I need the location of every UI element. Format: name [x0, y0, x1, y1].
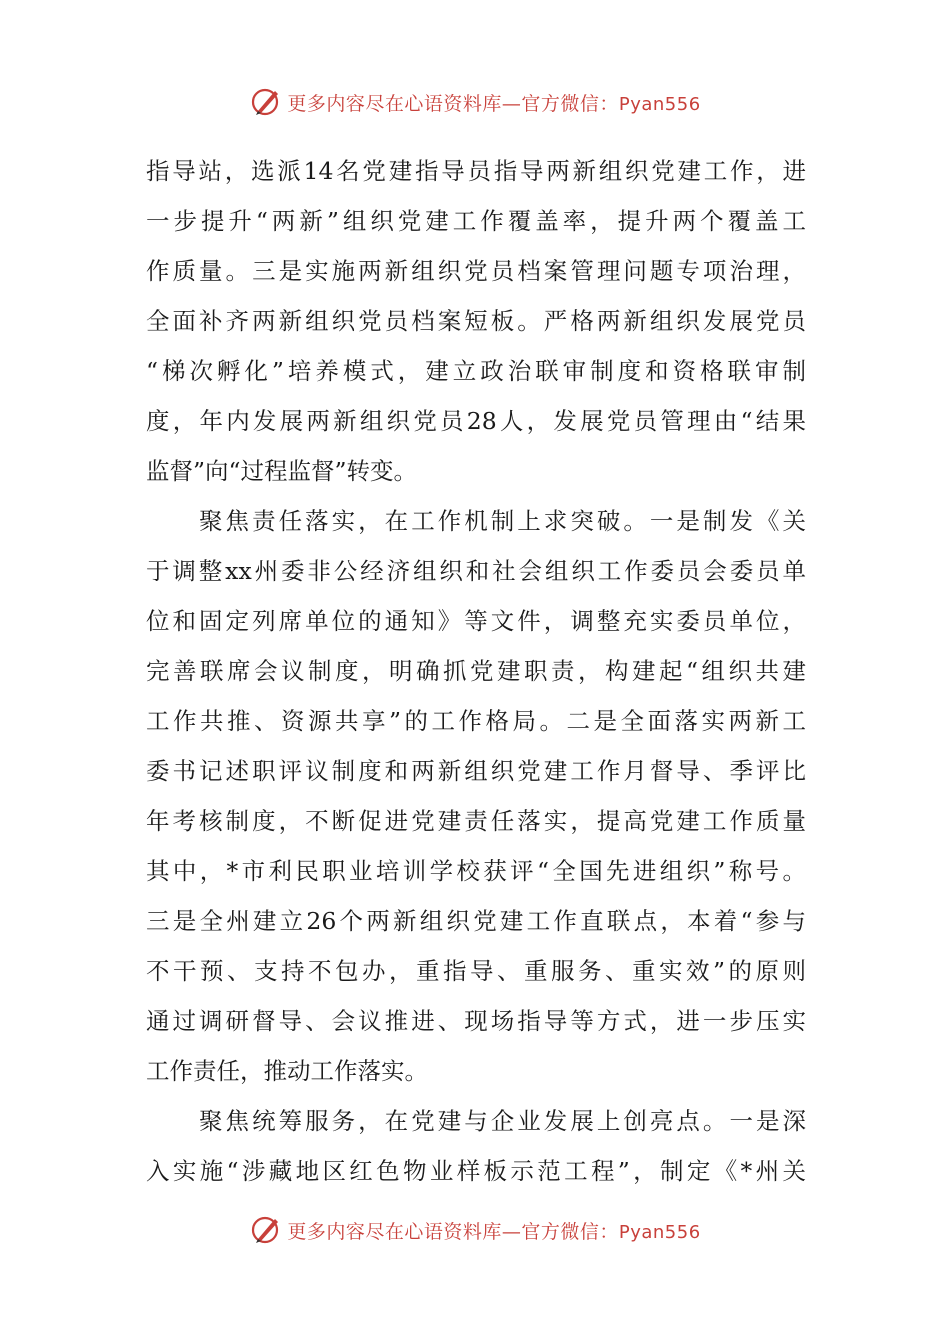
- text-line: 监督”向“过程监督”转变。: [146, 457, 418, 485]
- text-line: 工作责任，推动工作落实。: [146, 1057, 428, 1085]
- text-line: 全面补齐两新组织党员档案短板。严格两新组织发展党员: [146, 307, 806, 335]
- text-line: 于调整xx州委非公经济组织和社会组织工作委员会委员单: [146, 557, 806, 585]
- document-body: [146, 146, 806, 1196]
- pen-logo-icon: [249, 85, 283, 119]
- text-line: 委书记述职评议制度和两新组织党建工作月督导、季评比: [146, 757, 806, 785]
- text-line: 不干预、支持不包办，重指导、重服务、重实效”的原则: [146, 957, 806, 985]
- header-banner: [0, 82, 950, 122]
- text-line: 通过调研督导、会议推进、现场指导等方式，进一步压实: [146, 1007, 806, 1035]
- text-line: 年考核制度，不断促进党建责任落实，提高党建工作质量: [146, 807, 806, 835]
- text-line: 入实施“涉藏地区红色物业样板示范工程”，制定《*州关: [146, 1157, 806, 1185]
- text-line: 聚焦责任落实，在工作机制上求突破。一是制发《关: [146, 507, 806, 535]
- text-line: 完善联席会议制度，明确抓党建职责，构建起“组织共建: [146, 657, 806, 685]
- text-line: 度，年内发展两新组织党员28人，发展党员管理由“结果: [146, 407, 806, 435]
- text-line: “梯次孵化”培养模式，建立政治联审制度和资格联审制: [146, 357, 806, 385]
- header-wechat-id: Pyan556: [618, 93, 701, 115]
- pen-logo-icon: [249, 1213, 283, 1247]
- header-banner-text: 更多内容尽在心语资料库—官方微信：: [287, 92, 619, 115]
- text-line: 聚焦统筹服务，在党建与企业发展上创亮点。一是深: [146, 1107, 806, 1135]
- footer-wechat-id: Pyan556: [618, 1221, 701, 1243]
- text-line: 作质量。三是实施两新组织党员档案管理问题专项治理，: [146, 257, 806, 285]
- text-line: 指导站，选派14名党建指导员指导两新组织党建工作，进: [146, 157, 806, 185]
- text-line: 一步提升“两新”组织党建工作覆盖率，提升两个覆盖工: [146, 207, 806, 235]
- text-line: 位和固定列席单位的通知》等文件，调整充实委员单位，: [146, 607, 806, 635]
- text-line: 其中，*市利民职业培训学校获评“全国先进组织”称号。: [146, 857, 806, 885]
- footer-banner-text: 更多内容尽在心语资料库—官方微信：: [287, 1220, 619, 1243]
- footer-banner: [0, 1210, 950, 1250]
- text-line: 工作共推、资源共享”的工作格局。二是全面落实两新工: [146, 707, 806, 735]
- text-line: 三是全州建立26个两新组织党建工作直联点，本着“参与: [146, 907, 806, 935]
